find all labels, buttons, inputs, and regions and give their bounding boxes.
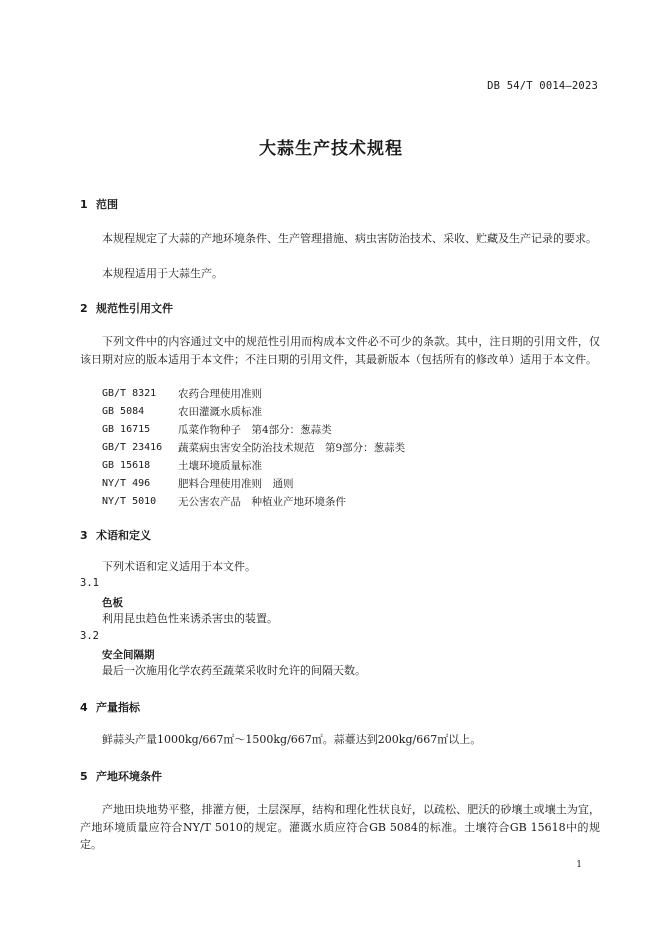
reference-item bbox=[102, 457, 405, 475]
reference-title: 无公害农产品 种植业产地环境条件 bbox=[178, 496, 346, 508]
section-5-heading bbox=[80, 768, 162, 784]
term-definition: 最后一次施用化学农药至蔬菜采收时允许的间隔天数。 bbox=[102, 664, 366, 677]
section-title: 产量指标 bbox=[96, 701, 140, 714]
reference-code: GB 15618 bbox=[102, 460, 151, 471]
reference-code: GB 16715 bbox=[102, 424, 151, 435]
section-5-paragraph: 产地田块地势平整，排灌方便，土层深厚，结构和理化性状良好，以疏松、肥沃的砂壤土或壤土为宜，产地环境质量应符合NY/T 5010的规定。灌溉水质应符合GB 5084的标准。土壤符合GB 15618中的规定。 bbox=[80, 803, 600, 851]
document-title: 大蒜生产技术规程 bbox=[259, 139, 403, 159]
reference-title: 农药合理使用准则 bbox=[178, 388, 262, 400]
reference-title: 土壤环境质量标准 bbox=[178, 460, 262, 472]
reference-title: 瓜菜作物种子 第4部分：葱蒜类 bbox=[178, 424, 332, 436]
reference-title: 肥料合理使用准则 通则 bbox=[178, 478, 294, 490]
section-3-heading bbox=[80, 527, 151, 543]
section-2-intro: 下列文件中的内容通过文中的规范性引用而构成本文件必不可少的条款。其中，注日期的引用文件，仅该日期对应的版本适用于本文件；不注日期的引用文件，其最新版本（包括所有的修改单）适用于本文件。 bbox=[80, 335, 600, 366]
section-4-paragraph: 鲜蒜头产量1000kg/667㎡～1500kg/667㎡。蒜薹达到200kg/667㎡以上。 bbox=[102, 733, 482, 746]
section-1-paragraph-1: 本规程规定了大蒜的产地环境条件、生产管理措施、病虫害防治技术、采收、贮藏及生产记录的要求。 bbox=[102, 232, 597, 245]
reference-code: NY/T 5010 bbox=[102, 496, 157, 507]
reference-title: 蔬菜病虫害安全防治技术规范 第9部分：葱蒜类 bbox=[178, 442, 406, 454]
term-number: 3.1 bbox=[80, 577, 99, 589]
section-number: 2 bbox=[80, 302, 88, 315]
section-1-heading bbox=[80, 196, 118, 212]
reference-code: NY/T 496 bbox=[102, 478, 151, 489]
section-title: 术语和定义 bbox=[96, 529, 151, 542]
reference-item bbox=[102, 421, 405, 439]
page-number: 1 bbox=[576, 860, 582, 870]
reference-title: 农田灌溉水质标准 bbox=[178, 406, 262, 418]
reference-item bbox=[102, 403, 405, 421]
term-number: 3.2 bbox=[80, 630, 99, 642]
reference-item bbox=[102, 385, 405, 403]
section-2-heading bbox=[80, 300, 173, 316]
section-title: 规范性引用文件 bbox=[96, 302, 173, 315]
section-number: 1 bbox=[80, 198, 88, 211]
reference-code: GB/T 8321 bbox=[102, 388, 157, 399]
reference-code: GB 5084 bbox=[102, 406, 145, 417]
reference-item bbox=[102, 439, 405, 457]
section-4-heading bbox=[80, 699, 140, 715]
section-number: 3 bbox=[80, 529, 88, 542]
reference-item bbox=[102, 493, 405, 511]
section-1-paragraph-2: 本规程适用于大蒜生产。 bbox=[102, 267, 223, 280]
reference-list bbox=[102, 385, 405, 511]
section-title: 范围 bbox=[96, 198, 118, 211]
reference-item bbox=[102, 475, 405, 493]
term-definition: 利用昆虫趋色性来诱杀害虫的装置。 bbox=[102, 612, 278, 625]
term-name: 色板 bbox=[102, 597, 123, 609]
section-number: 5 bbox=[80, 770, 88, 783]
section-number: 4 bbox=[80, 701, 88, 714]
document-code: DB 54/T 0014—2023 bbox=[487, 80, 598, 92]
term-name: 安全间隔期 bbox=[102, 649, 155, 661]
section-title: 产地环境条件 bbox=[96, 770, 162, 783]
section-3-intro: 下列术语和定义适用于本文件。 bbox=[102, 560, 256, 573]
reference-code: GB/T 23416 bbox=[102, 442, 163, 453]
